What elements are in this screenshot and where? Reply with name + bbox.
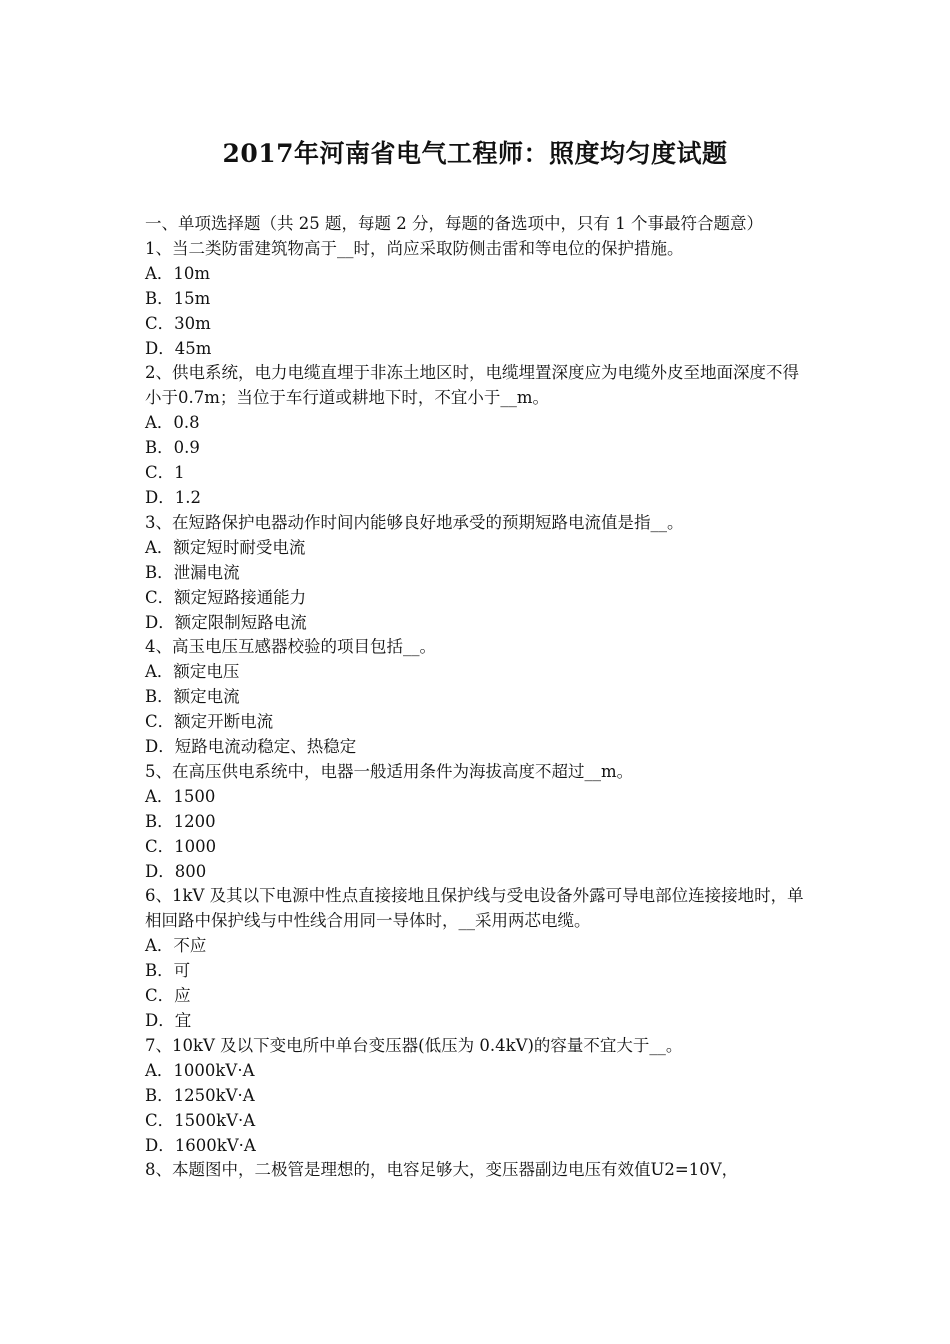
option-b: B．泄漏电流 [145,562,240,582]
option-a: A．额定短时耐受电流 [145,537,306,557]
option-d: D．短路电流动稳定、热稳定 [145,737,357,757]
page-title: 2017年河南省电气工程师：照度均匀度试题 [222,139,728,168]
question-stem: 3、在短路保护电器动作时间内能够良好地承受的预期短路电流值是指__。 [145,512,684,532]
option-b: B．15m [145,288,211,308]
question-stem: 2、供电系统，电力电缆直埋于非冻土地区时，电缆埋置深度应为电缆外皮至地面深度不得小于0.7m；当位于车行道或耕地下时，不宜小于__m。 [145,363,799,408]
question-stem: 5、在高压供电系统中，电器一般适用条件为海拔高度不超过__m。 [145,761,634,781]
option-a: A．0.8 [145,413,200,433]
option-d: D．1600kV·A [145,1135,256,1155]
option-d: D．800 [145,861,207,881]
question-7 [145,1034,810,1159]
question-1 [145,237,810,362]
option-c: C．1000 [145,836,217,856]
option-c: C．1500kV·A [145,1110,256,1130]
option-c: C．30m [145,313,211,333]
option-c: C．额定开断电流 [145,712,274,732]
question-6 [145,884,810,1033]
option-b: B．额定电流 [145,687,240,707]
option-a: A．10m [145,263,211,283]
option-b: B．1250kV·A [145,1085,255,1105]
question-stem: 1、当二类防雷建筑物高于__时，尚应采取防侧击雷和等电位的保护措施。 [145,238,684,258]
option-d: D．宜 [145,1011,192,1030]
option-c: C．应 [145,986,191,1006]
option-d: D．额定限制短路电流 [145,612,307,632]
question-stem: 4、高玉电压互感器校验的项目包括__。 [145,637,436,657]
document-body [145,212,810,1183]
question-4 [145,635,810,760]
option-c: C．1 [145,463,185,483]
option-b: B．1200 [145,811,216,831]
option-b: B．可 [145,961,191,981]
question-3 [145,511,810,636]
question-stem: 7、10kV 及以下变电所中单台变压器(低压为 0.4kV)的容量不宜大于__。 [145,1035,683,1055]
question-5 [145,760,810,885]
question-stem: 8、本题图中，二极管是理想的，电容足够大，变压器副边电压有效值U2=10V， [145,1160,739,1180]
option-a: A．不应 [145,936,207,956]
option-d: D．1.2 [145,487,201,507]
option-a: A．额定电压 [145,662,240,682]
option-d: D．45m [145,338,212,358]
option-a: A．1000kV·A [145,1060,255,1080]
option-b: B．0.9 [145,438,200,458]
question-2 [145,361,810,510]
question-stem: 6、1kV 及其以下电源中性点直接接地且保护线与受电设备外露可导电部位连接接地时，单相回路中保护线与中性线合用同一导体时，__采用两芯电缆。 [145,886,804,931]
option-c: C．额定短路接通能力 [145,587,307,607]
option-a: A．1500 [145,786,216,806]
section-header: 一、单项选择题（共 25 题，每题 2 分，每题的备选项中，只有 1 个事最符合题意） [145,214,763,233]
question-8 [145,1158,810,1183]
